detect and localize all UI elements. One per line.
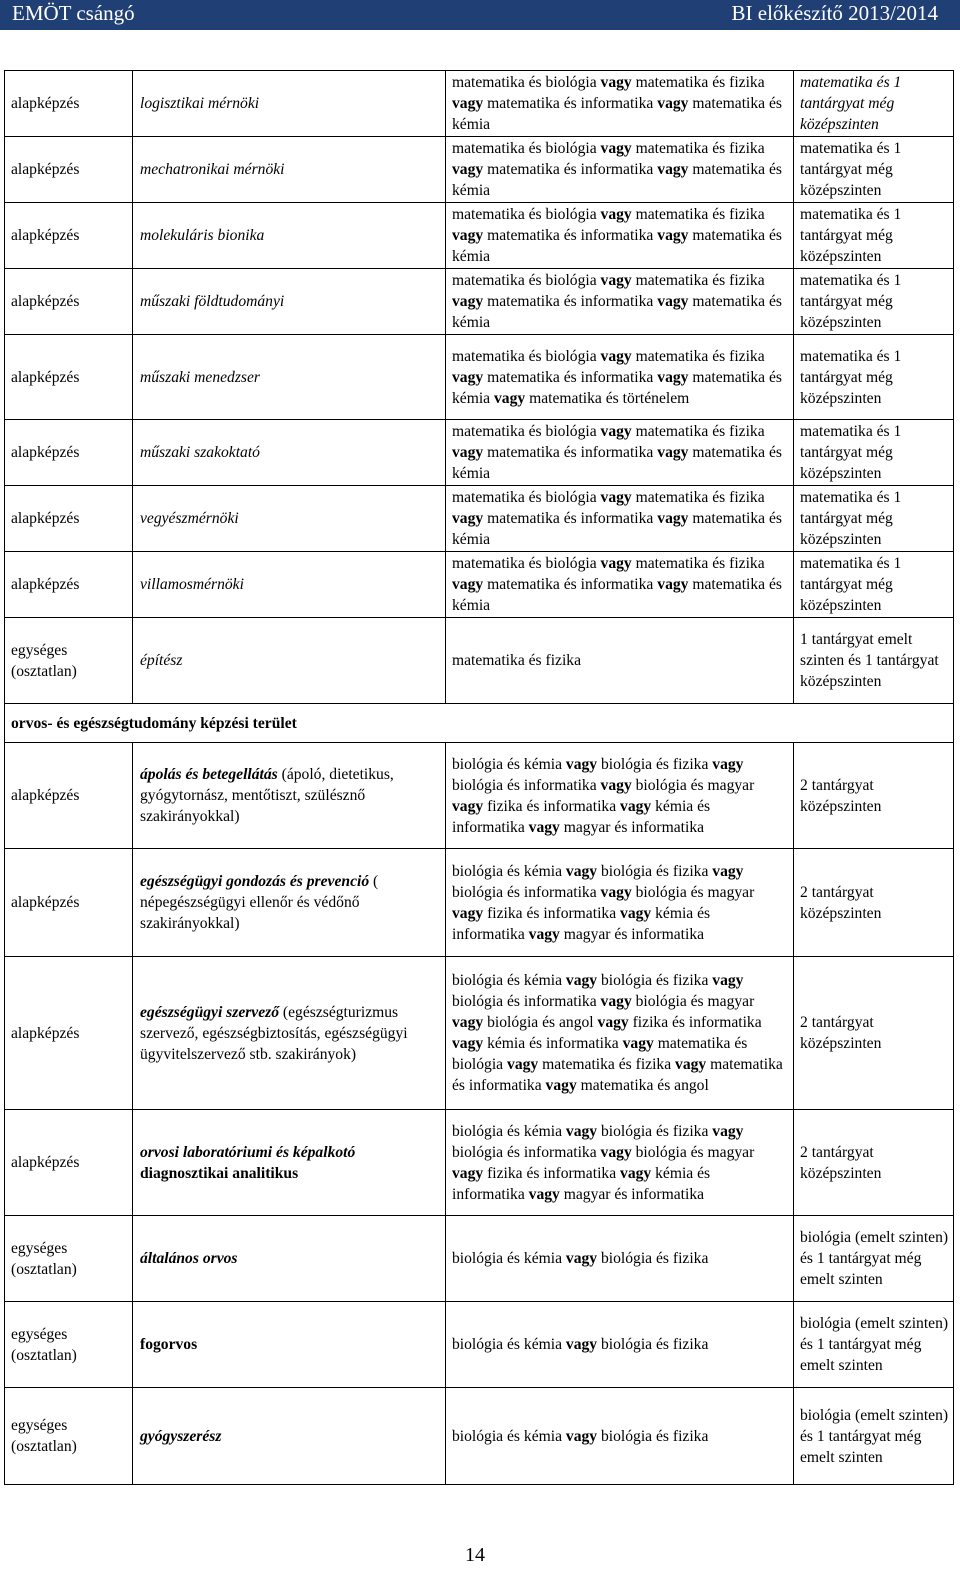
table-row — [5, 420, 954, 486]
vagy-connective: vagy — [528, 1185, 560, 1203]
level-cell: alapképzés — [5, 203, 133, 269]
program-rest: (egészségturizmus szervező, egészségbiztosítás, egészségügyi ügyvitelszervező stb. szakirányok) — [140, 1003, 408, 1063]
vagy-connective: vagy — [565, 1427, 598, 1445]
program-cell: molekuláris bionika — [133, 203, 446, 269]
subjects-cell: biológia és kémia vagy biológia és fizika vagy biológia és informatika vagy biológia és magyar vagy fizika és informatika vagy kémia és informatika vagy magyar és informatika — [446, 1110, 794, 1216]
requirement-cell: matematika és 1 tantárgyat még középszinten — [794, 552, 954, 618]
vagy-connective: vagy — [452, 444, 484, 461]
program-main: általános orvos — [140, 1250, 238, 1267]
program-rest: diagnosztikai analitikus — [140, 1164, 299, 1182]
vagy-connective: vagy — [452, 797, 484, 815]
section-row — [5, 704, 954, 743]
vagy-connective: vagy — [597, 1014, 629, 1031]
vagy-connective: vagy — [507, 1056, 539, 1073]
vagy-connective: vagy — [452, 161, 484, 178]
level-cell: alapképzés — [5, 552, 133, 618]
table-row — [5, 486, 954, 552]
vagy-connective: vagy — [528, 925, 560, 943]
program-main: ápolás és betegellátás — [140, 766, 278, 783]
subjects-cell: matematika és biológia vagy matematika és fizika vagy matematika és informatika vagy matematika és kémia — [446, 137, 794, 203]
requirement-cell: 1 tantárgyat emelt szinten és 1 tantárgyat középszinten — [794, 618, 954, 704]
vagy-connective: vagy — [600, 423, 632, 440]
level-cell: alapképzés — [5, 743, 133, 849]
level-cell: alapképzés — [5, 269, 133, 335]
program-cell — [133, 1110, 446, 1216]
subjects-cell: matematika és biológia vagy matematika és fizika vagy matematika és informatika vagy matematika és kémia vagy matematika és történelem — [446, 335, 794, 420]
subjects-cell: matematika és biológia vagy matematika és fizika vagy matematika és informatika vagy matematika és kémia — [446, 552, 794, 618]
subjects-cell: matematika és biológia vagy matematika és fizika vagy matematika és informatika vagy matematika és kémia — [446, 420, 794, 486]
vagy-connective: vagy — [565, 972, 598, 989]
program-cell: építész — [133, 618, 446, 704]
vagy-connective: vagy — [565, 1122, 598, 1140]
vagy-connective: vagy — [657, 576, 689, 593]
program-main: orvosi laboratóriumi és képalkotó — [140, 1143, 356, 1161]
level-cell: alapképzés — [5, 1110, 133, 1216]
level-cell: alapképzés — [5, 486, 133, 552]
vagy-connective: vagy — [600, 555, 632, 572]
table-row — [5, 71, 954, 137]
subjects-cell: biológia és kémia vagy biológia és fizika — [446, 1388, 794, 1485]
vagy-connective: vagy — [452, 368, 484, 386]
program-cell — [133, 1216, 446, 1302]
subjects-cell: matematika és fizika — [446, 618, 794, 704]
vagy-connective: vagy — [620, 797, 652, 815]
requirement-cell: matematika és 1 tantárgyat még középszinten — [794, 269, 954, 335]
program-main: gyógyszerész — [140, 1427, 222, 1445]
requirement-cell: matematika és 1 tantárgyat még középszinten — [794, 420, 954, 486]
vagy-connective: vagy — [452, 293, 484, 310]
level-cell: alapképzés — [5, 849, 133, 957]
subjects-cell: matematika és biológia vagy matematika és fizika vagy matematika és informatika vagy matematika és kémia — [446, 71, 794, 137]
table-row — [5, 552, 954, 618]
vagy-connective: vagy — [565, 755, 598, 773]
vagy-connective: vagy — [452, 904, 484, 922]
vagy-connective: vagy — [452, 1014, 484, 1031]
table-row — [5, 1110, 954, 1216]
table-row — [5, 743, 954, 849]
vagy-connective: vagy — [452, 510, 484, 527]
header-left: EMÖT csángó — [12, 1, 135, 25]
subjects-cell: biológia és kémia vagy biológia és fizika — [446, 1302, 794, 1388]
program-main: egészségügyi gondozás és prevenció — [140, 873, 370, 890]
vagy-connective: vagy — [452, 576, 484, 593]
vagy-connective: vagy — [452, 95, 484, 112]
program-cell — [133, 743, 446, 849]
vagy-connective: vagy — [657, 510, 689, 527]
level-cell: alapképzés — [5, 137, 133, 203]
page-header — [0, 0, 960, 30]
vagy-connective: vagy — [712, 1122, 744, 1140]
vagy-connective: vagy — [600, 883, 632, 901]
vagy-connective: vagy — [657, 95, 689, 112]
program-cell: vegyészmérnöki — [133, 486, 446, 552]
program-cell: műszaki menedzser — [133, 335, 446, 420]
level-cell: egységes (osztatlan) — [5, 1302, 133, 1388]
table-row — [5, 335, 954, 420]
requirement-cell: biológia (emelt szinten) és 1 tantárgyat még emelt szinten — [794, 1388, 954, 1485]
subjects-cell: biológia és kémia vagy biológia és fizika vagy biológia és informatika vagy biológia és magyar vagy fizika és informatika vagy kémia és informatika vagy magyar és informatika — [446, 743, 794, 849]
program-rest: (ápoló, dietetikus, gyógytornász, mentőtiszt, szülésznő szakirányokkal) — [140, 766, 394, 825]
header-right: BI előkészítő 2013/2014 — [731, 1, 938, 25]
table-row — [5, 618, 954, 704]
vagy-connective: vagy — [657, 368, 689, 386]
requirement-cell: biológia (emelt szinten) és 1 tantárgyat még emelt szinten — [794, 1216, 954, 1302]
vagy-connective: vagy — [657, 444, 689, 461]
table-row — [5, 269, 954, 335]
subjects-cell: biológia és kémia vagy biológia és fizika vagy biológia és informatika vagy biológia és magyar vagy biológia és angol vagy fizika és informatika vagy kémia és informatika vagy matematika és biológia vagy matematika és fizika vagy matematika és informatika vagy matematika és angol — [446, 957, 794, 1110]
vagy-connective: vagy — [565, 1336, 598, 1353]
table-row — [5, 203, 954, 269]
subjects-cell: biológia és kémia vagy biológia és fizika vagy biológia és informatika vagy biológia és magyar vagy fizika és informatika vagy kémia és informatika vagy magyar és informatika — [446, 849, 794, 957]
table-row — [5, 137, 954, 203]
vagy-connective: vagy — [452, 1164, 484, 1182]
requirement-cell: biológia (emelt szinten) és 1 tantárgyat még emelt szinten — [794, 1302, 954, 1388]
vagy-connective: vagy — [600, 776, 632, 794]
vagy-connective: vagy — [545, 1077, 577, 1094]
vagy-connective: vagy — [622, 1035, 654, 1052]
vagy-connective: vagy — [712, 972, 744, 989]
vagy-connective: vagy — [620, 1164, 652, 1182]
table-row — [5, 1388, 954, 1485]
vagy-connective: vagy — [452, 1035, 484, 1052]
program-cell: villamosmérnöki — [133, 552, 446, 618]
vagy-connective: vagy — [600, 1143, 632, 1161]
program-rest: ( népegészségügyi ellenőr és védőnő szakirányokkal) — [140, 873, 379, 932]
vagy-connective: vagy — [565, 862, 598, 880]
level-cell: alapképzés — [5, 420, 133, 486]
vagy-connective: vagy — [452, 227, 484, 244]
requirement-cell: matematika és 1 tantárgyat még középszinten — [794, 137, 954, 203]
vagy-connective: vagy — [600, 140, 632, 157]
level-cell: egységes (osztatlan) — [5, 618, 133, 704]
program-cell — [133, 1388, 446, 1485]
requirement-cell: matematika és 1 tantárgyat még középszinten — [794, 486, 954, 552]
subjects-cell: matematika és biológia vagy matematika és fizika vagy matematika és informatika vagy matematika és kémia — [446, 486, 794, 552]
vagy-connective: vagy — [600, 489, 632, 506]
vagy-connective: vagy — [494, 389, 526, 407]
vagy-connective: vagy — [620, 904, 652, 922]
requirement-cell: 2 tantárgyat középszinten — [794, 1110, 954, 1216]
subjects-cell: matematika és biológia vagy matematika és fizika vagy matematika és informatika vagy matematika és kémia — [446, 269, 794, 335]
level-cell: alapképzés — [5, 957, 133, 1110]
level-cell: egységes (osztatlan) — [5, 1216, 133, 1302]
vagy-connective: vagy — [712, 862, 744, 880]
table-row — [5, 849, 954, 957]
vagy-connective: vagy — [675, 1056, 707, 1073]
requirement-cell: matematika és 1 tantárgyat még középszinten — [794, 71, 954, 137]
page-number: 14 — [465, 1544, 485, 1566]
program-cell — [133, 957, 446, 1110]
program-cell: mechatronikai mérnöki — [133, 137, 446, 203]
vagy-connective: vagy — [600, 206, 632, 223]
vagy-connective: vagy — [600, 993, 632, 1010]
program-cell: műszaki földtudományi — [133, 269, 446, 335]
table-row — [5, 1302, 954, 1388]
section-title: orvos- és egészségtudomány képzési terület — [5, 704, 954, 743]
vagy-connective: vagy — [657, 293, 689, 310]
requirement-cell: matematika és 1 tantárgyat még középszinten — [794, 203, 954, 269]
program-rest: fogorvos — [140, 1336, 198, 1353]
subjects-cell: matematika és biológia vagy matematika és fizika vagy matematika és informatika vagy matematika és kémia — [446, 203, 794, 269]
table-row — [5, 957, 954, 1110]
requirement-cell: 2 tantárgyat középszinten — [794, 849, 954, 957]
table-row — [5, 1216, 954, 1302]
subjects-cell: biológia és kémia vagy biológia és fizika — [446, 1216, 794, 1302]
level-cell: egységes (osztatlan) — [5, 1388, 133, 1485]
vagy-connective: vagy — [600, 272, 632, 289]
admission-table — [4, 70, 954, 1485]
level-cell: alapképzés — [5, 335, 133, 420]
requirement-cell: matematika és 1 tantárgyat még középszinten — [794, 335, 954, 420]
level-cell: alapképzés — [5, 71, 133, 137]
program-cell: műszaki szakoktató — [133, 420, 446, 486]
vagy-connective: vagy — [657, 227, 689, 244]
program-cell: logisztikai mérnöki — [133, 71, 446, 137]
program-main: egészségügyi szervező — [140, 1003, 280, 1021]
vagy-connective: vagy — [712, 755, 744, 773]
vagy-connective: vagy — [565, 1250, 598, 1267]
program-cell — [133, 849, 446, 957]
vagy-connective: vagy — [600, 74, 632, 91]
program-cell — [133, 1302, 446, 1388]
requirement-cell: 2 tantárgyat középszinten — [794, 957, 954, 1110]
vagy-connective: vagy — [600, 347, 632, 365]
vagy-connective: vagy — [528, 818, 560, 836]
vagy-connective: vagy — [657, 161, 689, 178]
requirement-cell: 2 tantárgyat középszinten — [794, 743, 954, 849]
